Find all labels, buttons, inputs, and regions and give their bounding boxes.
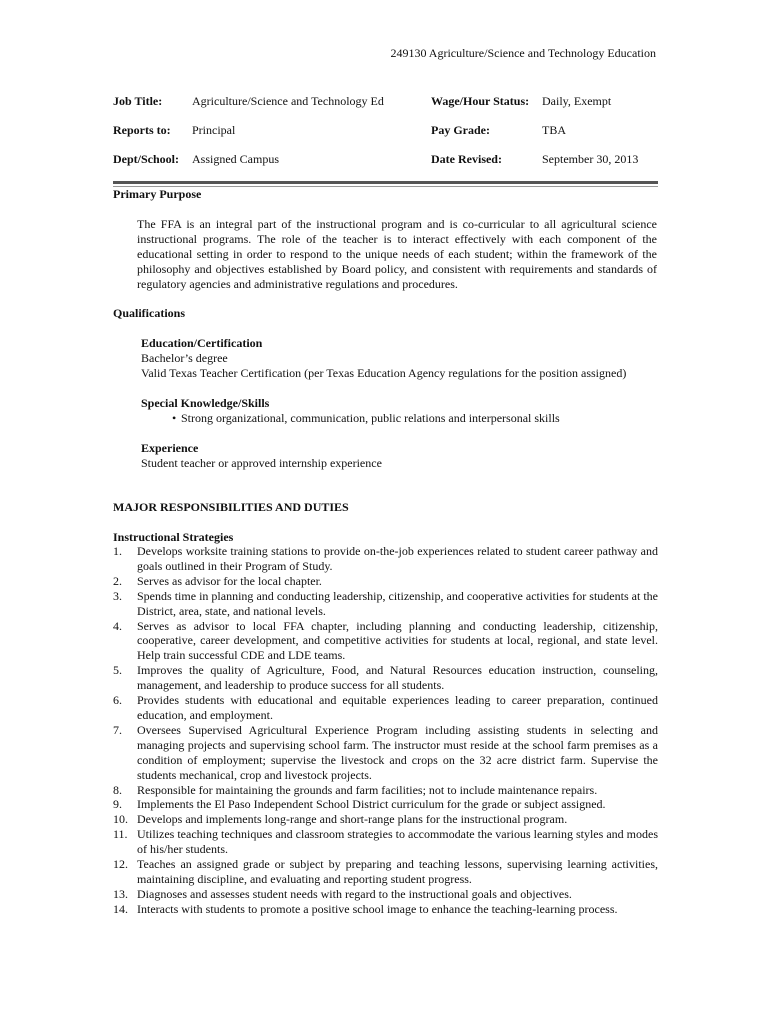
duty-number: 4. — [113, 618, 122, 633]
duty-text: Develops worksite training stations to provide on-the-job experiences related to student career pathway and goals outlined in their Program of Study. — [137, 544, 658, 573]
duty-text: Implements the El Paso Independent School District curriculum for the grade or subject assigned. — [137, 797, 606, 812]
header-divider-thick — [113, 181, 658, 184]
education-heading: Education/Certification — [141, 336, 263, 350]
duty-number: 11. — [113, 827, 128, 842]
duty-number: 14. — [113, 901, 128, 916]
header-row-dept — [113, 152, 658, 168]
job-title-label: Job Title: — [113, 94, 163, 108]
dept-school-label: Dept/School: — [113, 152, 179, 166]
duty-number: 12. — [113, 857, 128, 872]
job-title-value: Agriculture/Science and Technology Ed — [192, 94, 384, 108]
duty-item — [113, 544, 658, 574]
skills-heading: Special Knowledge/Skills — [141, 396, 270, 410]
pay-grade-value: TBA — [542, 123, 566, 137]
duty-item — [113, 619, 658, 664]
duty-item — [113, 887, 658, 902]
duty-text: Spends time in planning and conducting leadership, citizenship, and cooperative activities for students at the District, area, state, and national levels. — [137, 588, 658, 618]
duty-text: Utilizes teaching techniques and classroom strategies to accommodate the various learning styles and modes of his/her students. — [137, 827, 658, 857]
duty-text: Provides students with educational and equitable experiences leading to career preparation, continued education, and employment. — [137, 693, 658, 722]
duty-text: Improves the quality of Agriculture, Food, and Natural Resources education instruction, counseling, management, and leadership to produce success for all students. — [137, 663, 658, 693]
education-degree: Bachelor’s degree — [141, 350, 228, 365]
duty-number: 10. — [113, 812, 128, 827]
bullet-dot-icon: • — [172, 410, 177, 425]
reports-to-value: Principal — [192, 123, 236, 137]
duty-text: Serves as advisor for the local chapter. — [137, 573, 322, 588]
duty-number: 8. — [113, 782, 122, 797]
instructional-strategies-heading: Instructional Strategies — [113, 530, 234, 544]
header-row-reports-to — [113, 123, 658, 139]
wage-hour-label: Wage/Hour Status: — [431, 94, 530, 108]
duty-item — [113, 663, 658, 693]
wage-hour-value: Daily, Exempt — [542, 94, 612, 108]
skills-section — [141, 396, 661, 426]
education-section — [141, 336, 661, 381]
document-code: 249130 Agriculture/Science and Technology Education — [390, 46, 656, 60]
dept-school-value: Assigned Campus — [192, 152, 279, 166]
duty-number: 5. — [113, 663, 122, 678]
duty-number: 1. — [113, 544, 122, 558]
experience-text: Student teacher or approved internship experience — [141, 455, 382, 470]
duty-text: Oversees Supervised Agricultural Experience Program including assisting students in selecting and managing projects and supervising school farm. The instructor must reside at the school farm premises as a condition of employment; supervise the livestock and crops on the 32 acre district farm. Supervise the students mechanical, crop and livestock projects. — [137, 722, 658, 782]
duty-item — [113, 723, 658, 783]
duty-number: 3. — [113, 588, 122, 603]
duty-number: 13. — [113, 886, 128, 901]
duty-number: 9. — [113, 797, 122, 812]
reports-to-label: Reports to: — [113, 123, 171, 137]
duty-text: Teaches an assigned grade or subject by preparing and teaching lessons, supervising learning activities, maintaining discipline, and evaluating and reporting student progress. — [137, 857, 658, 886]
date-revised-label: Date Revised: — [431, 152, 502, 166]
skills-bullet-text: Strong organizational, communication, public relations and interpersonal skills — [181, 410, 560, 425]
duty-number: 2. — [113, 573, 122, 588]
skills-bullet-item — [141, 411, 661, 426]
duties-list — [113, 544, 658, 917]
primary-purpose-text — [137, 217, 657, 292]
duty-item — [113, 812, 658, 827]
education-certification: Valid Texas Teacher Certification (per Texas Education Agency regulations for the position assigned) — [141, 365, 627, 380]
duty-item — [113, 857, 658, 887]
experience-section — [141, 441, 661, 471]
header-row-job-title — [113, 94, 658, 110]
date-revised-value: September 30, 2013 — [542, 152, 639, 166]
duty-item — [113, 797, 658, 812]
duty-text: Interacts with students to promote a positive school image to enhance the teaching-learning process. — [137, 901, 618, 916]
pay-grade-label: Pay Grade: — [431, 123, 490, 137]
major-responsibilities-heading: MAJOR RESPONSIBILITIES AND DUTIES — [113, 500, 349, 514]
experience-heading: Experience — [141, 441, 199, 455]
primary-purpose-paragraph: The FFA is an integral part of the instructional program and is co-curricular to all agricultural science instructional programs. The role of the teacher is to interact effectively with each component of the educational setting in order to respond to the unique needs of each student; within the framework of the philosophy and objectives established by Board policy, and consistent with requirements and standards of regulatory agencies and administrative regulations and procedures. — [137, 217, 657, 291]
qualifications-heading: Qualifications — [113, 306, 186, 320]
duty-item — [113, 827, 658, 857]
duty-text: Develops and implements long-range and short-range plans for the instructional program. — [137, 812, 568, 827]
duty-text: Serves as advisor to local FFA chapter, including planning and conducting leadership, citizenship, cooperative, career development, and competitive activities for students at local, regional, and state level. Help train successful CDE and LDE teams. — [137, 618, 658, 663]
duty-item — [113, 902, 658, 917]
duty-number: 6. — [113, 693, 122, 708]
duty-number: 7. — [113, 722, 122, 737]
duty-item — [113, 693, 658, 723]
duty-item — [113, 574, 658, 589]
duty-text: Responsible for maintaining the grounds and farm facilities; not to include maintenance repairs. — [137, 782, 598, 797]
duty-item — [113, 589, 658, 619]
duty-item — [113, 783, 658, 798]
primary-purpose-heading: Primary Purpose — [113, 187, 202, 201]
duty-text: Diagnoses and assesses student needs with regard to the instructional goals and objectives. — [137, 886, 572, 901]
